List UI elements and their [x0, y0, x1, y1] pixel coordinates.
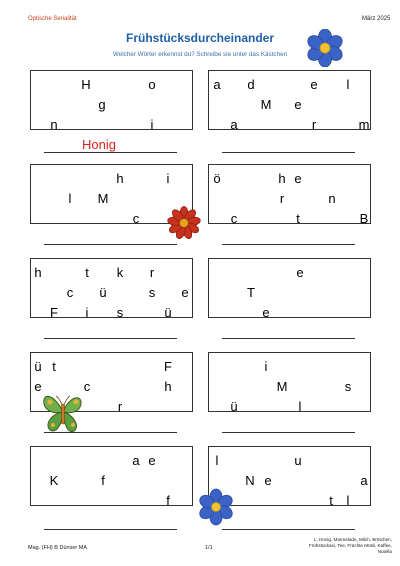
letter: f — [166, 493, 170, 508]
letter: r — [117, 399, 123, 414]
letter: h — [164, 379, 172, 394]
letter: l — [346, 77, 350, 92]
letter: K — [49, 473, 59, 488]
letter-box-1 — [30, 70, 193, 130]
letter: T — [247, 285, 255, 300]
letter: e — [296, 265, 304, 280]
answer-line[interactable] — [222, 529, 355, 530]
answer-text: Honig — [82, 137, 116, 152]
answer-line[interactable] — [44, 529, 177, 530]
letter: B — [359, 211, 369, 226]
letter: l — [215, 453, 219, 468]
answer-line[interactable] — [222, 152, 355, 153]
worksheet-title: Frühstücksdurcheinander — [125, 31, 275, 45]
blue-flower-icon — [304, 29, 346, 67]
header-subject: Optische Serialität — [28, 16, 77, 22]
letter: e — [310, 77, 318, 92]
letter: F — [50, 305, 58, 320]
blue-flower-icon — [196, 488, 236, 526]
letter: h — [278, 171, 286, 186]
letter: N — [245, 473, 255, 488]
letter: a — [213, 77, 221, 92]
letter-box-5 — [30, 258, 193, 318]
letter: l — [298, 399, 302, 414]
letter-box-8 — [208, 352, 371, 412]
letter: M — [276, 379, 288, 394]
letter: a — [230, 117, 238, 132]
letter: n — [50, 117, 58, 132]
answer-line[interactable] — [222, 244, 355, 245]
letter: i — [150, 117, 154, 132]
letter: f — [101, 473, 105, 488]
letter-box-2 — [208, 70, 371, 130]
letter: c — [66, 285, 74, 300]
letter: ü — [34, 359, 42, 374]
footer-author: Mag. (FH) B Dünser MA — [28, 545, 87, 551]
letter: c — [83, 379, 91, 394]
letter: k — [116, 265, 124, 280]
red-flower-icon — [167, 206, 201, 240]
letter: i — [264, 359, 268, 374]
answer-line[interactable] — [44, 244, 177, 245]
letter: c — [230, 211, 238, 226]
letter: M — [97, 191, 109, 206]
letter: u — [294, 453, 302, 468]
footer-solutions: L: Honig, Marmelade, Milch, Brötchen, Frühstücksei, Tee, Früchte Müsli, Kaffee, Nutella — [308, 537, 392, 554]
butterfly-icon — [40, 388, 86, 436]
letter: r — [311, 117, 317, 132]
letter: r — [279, 191, 285, 206]
worksheet-instructions: Welcher Wörter erkennst du? Schreibe sie unter das Kästchen — [112, 51, 288, 58]
letter-box-4 — [208, 164, 371, 224]
letter: e — [264, 473, 272, 488]
letter: r — [149, 265, 155, 280]
answer-line[interactable] — [44, 338, 177, 339]
letter: ü — [164, 305, 172, 320]
letter: e — [262, 305, 270, 320]
letter: a — [132, 453, 140, 468]
letter: t — [85, 265, 89, 280]
letter: s — [148, 285, 156, 300]
letter: s — [116, 305, 124, 320]
answer-line[interactable] — [222, 338, 355, 339]
letter: t — [329, 493, 333, 508]
letter: d — [247, 77, 255, 92]
letter: M — [260, 97, 272, 112]
letter: h — [116, 171, 124, 186]
letter: h — [34, 265, 42, 280]
letter: i — [166, 171, 170, 186]
letter: c — [132, 211, 140, 226]
letter: i — [85, 305, 89, 320]
letter: e — [34, 379, 42, 394]
letter: l — [346, 493, 350, 508]
letter: m — [358, 117, 370, 132]
letter-box-9 — [30, 446, 193, 506]
answer-line[interactable] — [222, 432, 355, 433]
letter: s — [344, 379, 352, 394]
letter: e — [181, 285, 189, 300]
letter: e — [294, 97, 302, 112]
letter: g — [98, 97, 106, 112]
header-date: März 2025 — [362, 16, 391, 22]
letter: l — [68, 191, 72, 206]
letter-box-6 — [208, 258, 371, 318]
letter: ö — [213, 171, 221, 186]
letter: n — [328, 191, 336, 206]
letter: e — [148, 453, 156, 468]
letter: H — [81, 77, 91, 92]
letter: a — [360, 473, 368, 488]
letter: e — [294, 171, 302, 186]
letter: ü — [230, 399, 238, 414]
letter: o — [148, 77, 156, 92]
answer-line[interactable] — [44, 152, 177, 153]
letter: t — [52, 359, 56, 374]
letter: t — [296, 211, 300, 226]
letter: F — [164, 359, 172, 374]
footer-page-number: 1/1 — [205, 545, 213, 551]
letter: ü — [99, 285, 107, 300]
